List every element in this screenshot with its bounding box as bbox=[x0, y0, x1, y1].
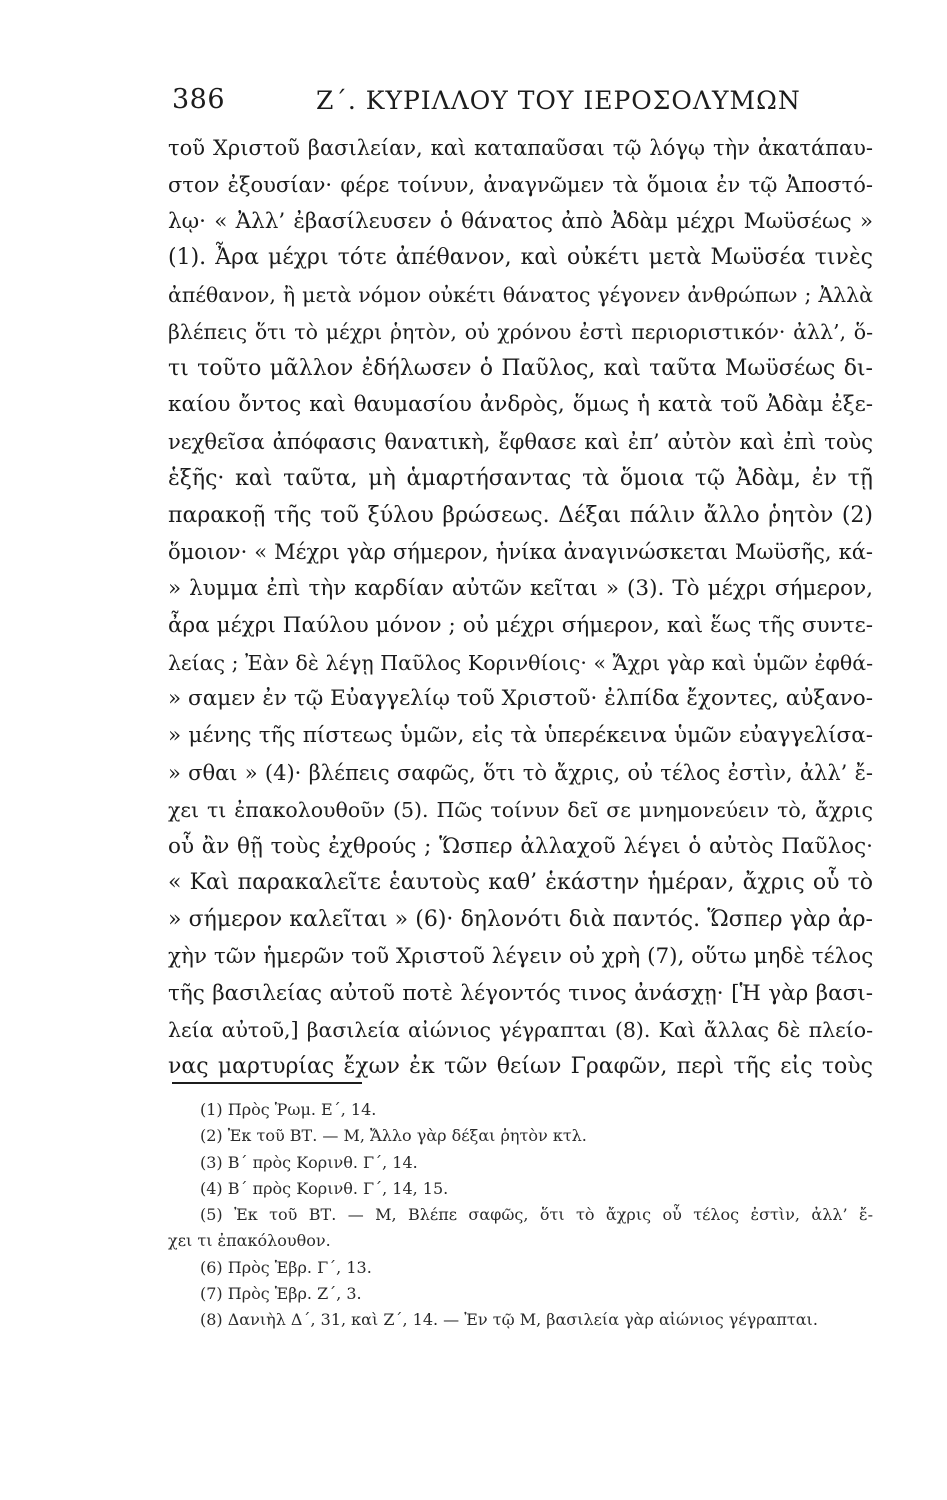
text-line: ἀπέθανον, ἢ μετὰ νόμον οὐκέτι θάνατος γέγονεν ἀνθρώπων ; Ἀλλὰ bbox=[168, 283, 873, 308]
body-text bbox=[168, 130, 873, 1086]
text-line: παρακοῇ τῆς τοῦ ξύλου βρώσεως. Δέξαι πάλιν ἄλλο ῥητὸν (2) bbox=[168, 502, 873, 528]
footnotes bbox=[168, 1097, 873, 1334]
text-line: ὅμοιον· « Μέχρι γὰρ σήμερον, ἡνίκα ἀναγινώσκεται Μωϋσῆς, κά- bbox=[168, 540, 873, 565]
text-line: οὗ ἂν θῇ τοὺς ἐχθρούς ; Ὥσπερ ἀλλαχοῦ λέγει ὁ αὐτὸς Παῦλος· bbox=[168, 833, 873, 859]
text-line: νεχθεῖσα ἀπόφασις θανατικὴ, ἔφθασε καὶ ἐπ’ αὐτὸν καὶ ἐπὶ τοὺς bbox=[168, 430, 873, 455]
text-line: βλέπεις ὅτι τὸ μέχρι ῥητὸν, οὐ χρόνου ἐστὶ περιοριστικόν· ἀλλ’, ὅ- bbox=[168, 319, 873, 344]
footnote: (4) Β΄ πρὸς Κορινθ. Γ΄, 14, 15. bbox=[200, 1178, 449, 1198]
footnote: (8) Δανιὴλ Δ΄, 31, καὶ Ζ΄, 14. — Ἐν τῷ Μ, βασιλεία γὰρ αἰώνιος γέγραπται. bbox=[200, 1310, 818, 1330]
text-line: νας μαρτυρίας ἔχων ἐκ τῶν θείων Γραφῶν, περὶ τῆς εἰς τοὺς bbox=[168, 1054, 873, 1080]
text-line: » λυμμα ἐπὶ τὴν καρδίαν αὐτῶν κεῖται » (3). Τὸ μέχρι σήμερον, bbox=[168, 576, 873, 602]
page-number: 386 bbox=[172, 84, 226, 115]
text-line: λῳ· « Ἀλλ’ ἐβασίλευσεν ὁ θάνατος ἀπὸ Ἀδὰμ μέχρι Μωϋσέως » bbox=[168, 208, 873, 234]
footnote: (7) Πρὸς Ἑβρ. Ζ΄, 3. bbox=[200, 1284, 362, 1304]
footnote-continuation: χει τι ἐπακόλουθον. bbox=[168, 1231, 331, 1251]
text-line: χὴν τῶν ἡμερῶν τοῦ Χριστοῦ λέγειν οὐ χρὴ (7), οὕτω μηδὲ τέλος bbox=[168, 943, 873, 969]
page-header bbox=[172, 84, 876, 124]
text-line: » σθαι » (4)· βλέπεις σαφῶς, ὅτι τὸ ἄχρις, οὐ τέλος ἐστὶν, ἀλλ’ ἔ- bbox=[168, 761, 873, 786]
footnote: (3) Β΄ πρὸς Κορινθ. Γ΄, 14. bbox=[200, 1152, 418, 1172]
footnote: (2) Ἐκ τοῦ ΒΤ. — Μ, Ἄλλο γὰρ δέξαι ῥητὸν κτλ. bbox=[200, 1126, 587, 1146]
text-line: τῆς βασιλείας αὐτοῦ ποτὲ λέγοντός τινος ἀνάσχῃ· [Ἡ γὰρ βασι- bbox=[168, 980, 873, 1006]
running-title: Ζ΄. ΚΥΡΙΛΛΟΥ ΤΟΥ ΙΕΡΟΣΟΛΥΜΩΝ bbox=[316, 86, 801, 115]
text-line: » σαμεν ἐν τῷ Εὐαγγελίῳ τοῦ Χριστοῦ· ἐλπίδα ἔχοντες, αὐξανο- bbox=[168, 686, 873, 712]
text-line: τοῦ Χριστοῦ βασιλείαν, καὶ καταπαῦσαι τῷ λόγῳ τὴν ἀκατάπαυ- bbox=[168, 136, 873, 160]
text-line: καίου ὄντος καὶ θαυμασίου ἀνδρὸς, ὅμως ἡ κατὰ τοῦ Ἀδὰμ ἐξε- bbox=[168, 392, 873, 418]
text-line: (1). Ἆρα μέχρι τότε ἀπέθανον, καὶ οὐκέτι μετὰ Μωϋσέα τινὲς bbox=[168, 245, 873, 271]
text-line: χει τι ἐπακολουθοῦν (5). Πῶς τοίνυν δεῖ σε μνημονεύειν τὸ, ἄχρις bbox=[168, 797, 873, 822]
footnote: (6) Πρὸς Ἑβρ. Γ΄, 13. bbox=[200, 1257, 372, 1277]
text-line: » σήμερον καλεῖται » (6)· δηλονότι διὰ παντός. Ὥσπερ γὰρ ἀρ- bbox=[168, 907, 873, 933]
footnote-divider bbox=[172, 1082, 362, 1084]
text-line: ἑξῆς· καὶ ταῦτα, μὴ ἁμαρτήσαντας τὰ ὅμοια τῷ Ἀδὰμ, ἐν τῇ bbox=[168, 465, 873, 491]
text-line: ἆρα μέχρι Παύλου μόνον ; οὐ μέχρι σήμερον, καὶ ἕως τῆς συντε- bbox=[168, 612, 873, 638]
text-line: τι τοῦτο μᾶλλον ἐδήλωσεν ὁ Παῦλος, καὶ ταῦτα Μωϋσέως δι- bbox=[168, 355, 873, 381]
footnote: (5) Ἐκ τοῦ ΒΤ. — Μ, Βλέπε σαφῶς, ὅτι τὸ ἄχρις οὗ τέλος ἐστὶν, ἀλλ’ ἔ- bbox=[200, 1205, 873, 1225]
text-line: λείας ; Ἐὰν δὲ λέγῃ Παῦλος Κορινθίοις· « Ἄχρι γὰρ καὶ ὑμῶν ἐφθά- bbox=[168, 650, 873, 675]
footnote: (1) Πρὸς Ῥωμ. Ε΄, 14. bbox=[200, 1100, 377, 1119]
text-line: » μένης τῆς πίστεως ὑμῶν, εἰς τὰ ὑπερέκεινα ὑμῶν εὐαγγελίσα- bbox=[168, 723, 873, 749]
text-line: « Καὶ παρακαλεῖτε ἑαυτοὺς καθ’ ἑκάστην ἡμέραν, ἄχρις οὗ τὸ bbox=[168, 870, 873, 896]
text-line: λεία αὐτοῦ,] βασιλεία αἰώνιος γέγραπται (8). Καὶ ἄλλας δὲ πλείο- bbox=[168, 1018, 873, 1043]
text-line: στον ἐξουσίαν· φέρε τοίνυν, ἀναγνῶμεν τὰ ὅμοια ἐν τῷ Ἀποστό- bbox=[168, 172, 873, 197]
